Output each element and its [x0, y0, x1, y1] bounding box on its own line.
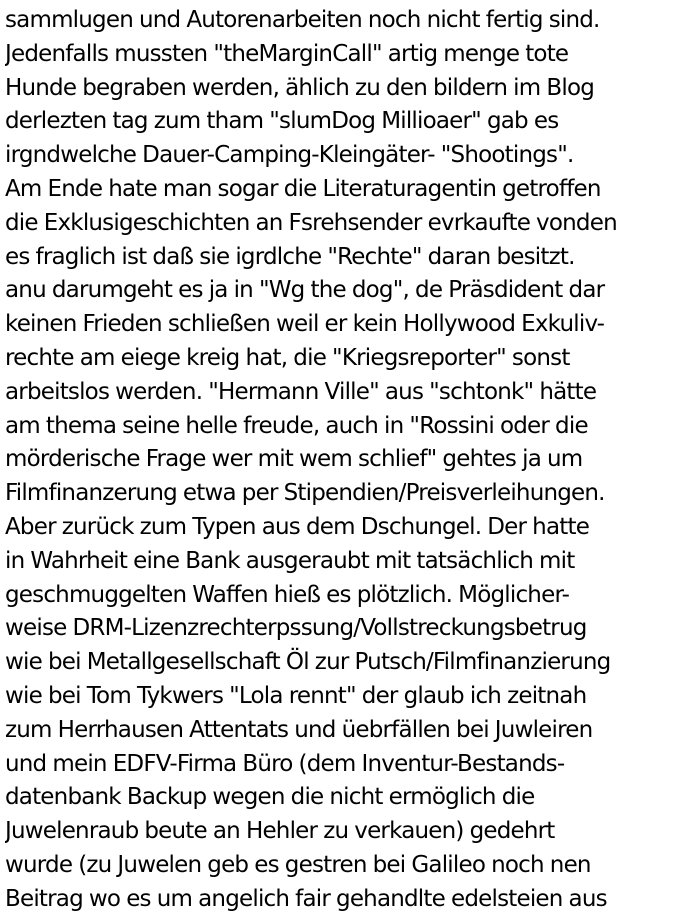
text-line: Jedenfalls mussten "theMarginCall" artig menge tote: [5, 40, 569, 67]
text-line: Filmfinanzerung etwa per Stipendien/Preisverleihungen.: [5, 480, 605, 507]
text-line: wie bei Tom Tykwers "Lola rennt" der glaub ich zeitnah: [5, 682, 587, 709]
text-line: sammlugen und Autorenarbeiten noch nicht fertig sind.: [5, 7, 600, 33]
text-line: zum Herrhausen Attentats und üebrfällen bei Juwleiren: [5, 716, 593, 743]
text-line: Aber zurück zum Typen aus dem Dschungel. Der hatte: [5, 513, 590, 540]
text-line: wie bei Metallgesellschaft Öl zur Putsch/Filmfinanzierung: [5, 649, 611, 676]
text-line: in Wahrheit eine Bank ausgeraubt mit tatsächlich mit: [5, 547, 575, 574]
text-line: Hunde begraben werden, ählich zu den bildern im Blog: [5, 74, 595, 101]
text-line: irgndwelche Dauer-Camping-Kleingäter- "Shootings".: [5, 142, 574, 169]
text-body: [5, 4, 684, 917]
text-line: derlezten tag zum tham "slumDog Millioaer" gab es: [5, 108, 559, 135]
text-line: arbeitslos werden. "Hermann Ville" aus "schtonk" hätte: [5, 378, 597, 405]
text-line: rechte am eiege kreig hat, die "Kriegsreporter" sonst: [5, 344, 570, 371]
text-line: wurde (zu Juwelen geb es gestren bei Galileo noch nen: [5, 851, 591, 878]
text-line: datenbank Backup wegen die nicht ermöglich die: [5, 784, 535, 811]
text-line: Am Ende hate man sogar die Literaturagentin getroffen: [5, 175, 601, 202]
text-line: es fraglich ist daß sie igrdlche "Rechte" daran besitzt.: [5, 243, 575, 270]
text-line: mörderische Frage wer mit wem schlief" gehtes ja um: [5, 446, 583, 473]
text-line: und mein EDFV-Firma Büro (dem Inventur-Bestands-: [5, 750, 565, 777]
text-line: die Exklusigeschichten an Fsrehsender evrkaufte vonden: [5, 209, 617, 236]
text-line: am thema seine helle freude, auch in "Rossini oder die: [5, 412, 588, 439]
text-line: Beitrag wo es um angelich fair gehandlte edelsteien aus: [5, 885, 607, 912]
text-line: geschmuggelten Waffen hieß es plötzlich. Möglicher-: [5, 581, 570, 608]
text-line: weise DRM-Lizenzrechterpssung/Vollstreckungsbetrug: [5, 615, 587, 642]
text-line: keinen Frieden schließen weil er kein Hollywood Exkuliv-: [5, 311, 605, 338]
text-line: anu darumgeht es ja in "Wg the dog", de Präsdident dar: [5, 277, 605, 304]
text-line: Juwelenraub beute an Hehler zu verkauen) gedehrt: [5, 818, 555, 845]
